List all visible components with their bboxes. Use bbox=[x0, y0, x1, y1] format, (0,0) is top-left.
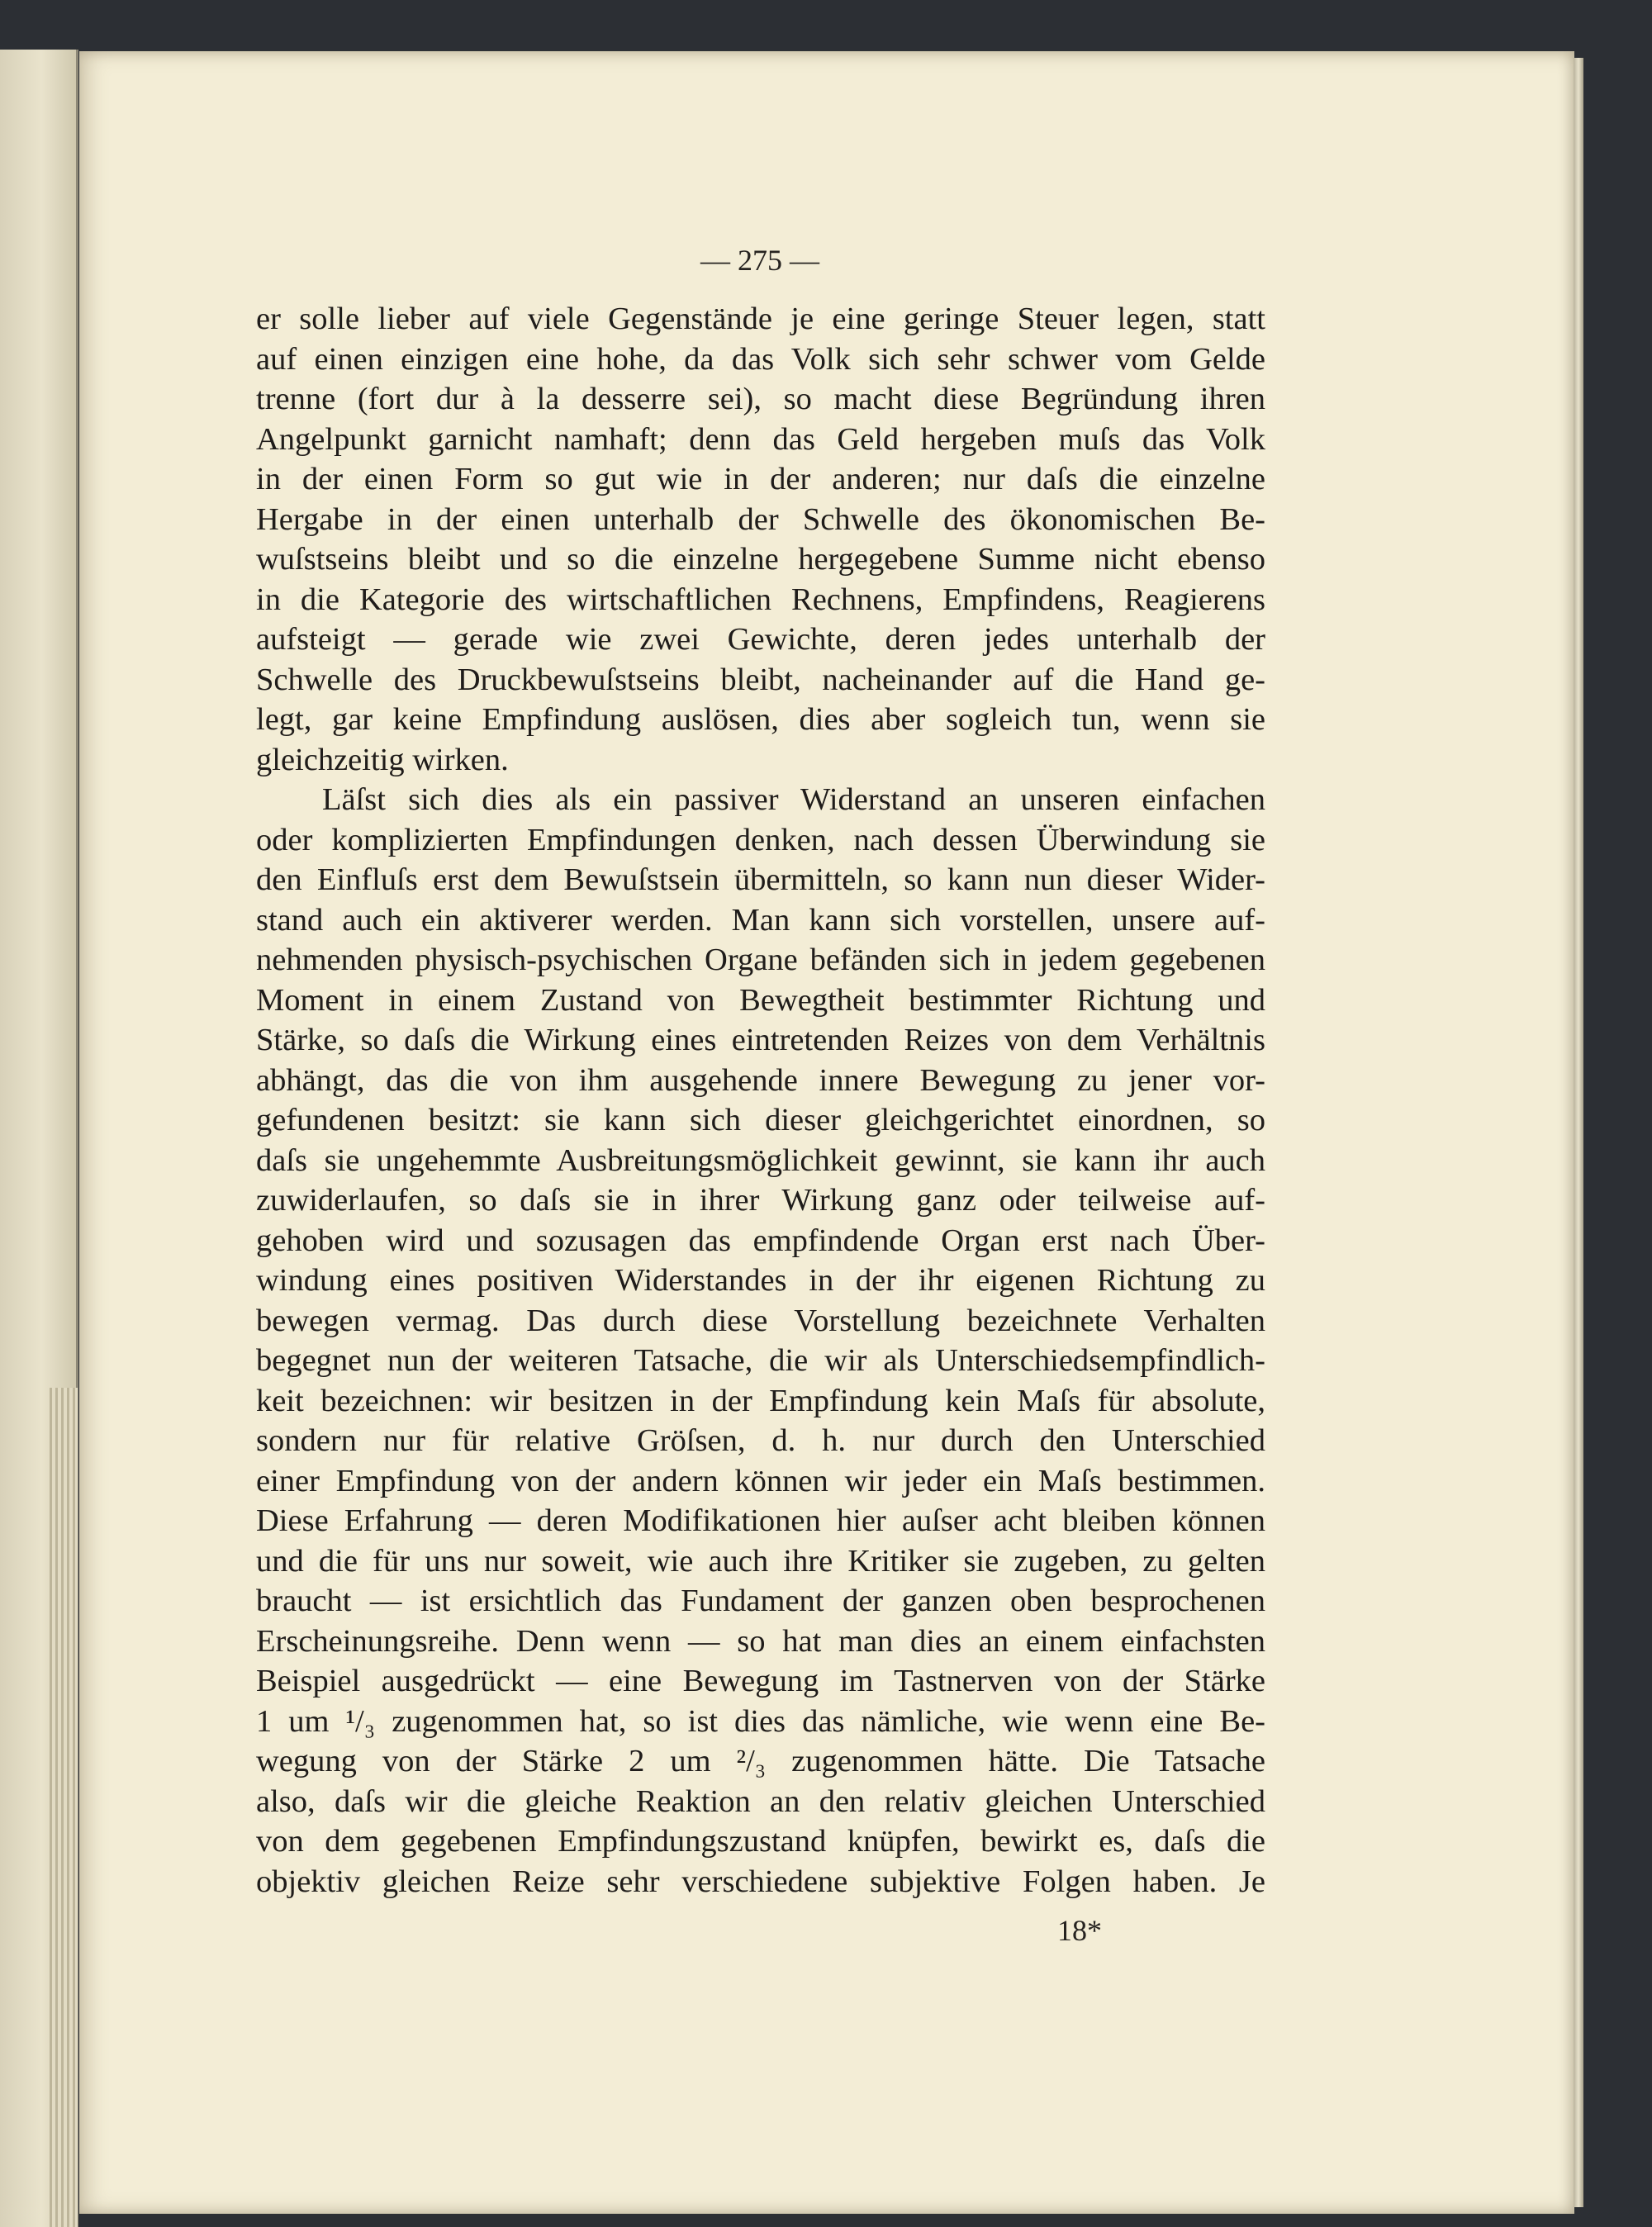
text-line: braucht — ist ersichtlich das Fundament der ganzen oben besprochenen bbox=[256, 1584, 1265, 1618]
text-line: er solle lieber auf viele Gegenstände je eine geringe Steuer legen, statt bbox=[256, 302, 1265, 336]
text-line: wuſstseins bleibt und so die einzelne hergegebene Summe nicht ebenso bbox=[256, 542, 1265, 577]
text-line: nehmenden physisch-psychischen Organe befänden sich in jedem gegebenen bbox=[256, 943, 1265, 977]
text-line: gefundenen besitzt: sie kann sich dieser gleichgerichtet einordnen, so bbox=[256, 1103, 1265, 1137]
text-line: Diese Erfahrung — deren Modifikationen hier auſser acht bleiben können bbox=[256, 1503, 1265, 1538]
text-line: auf einen einzigen eine hohe, da das Volk sich sehr schwer vom Gelde bbox=[256, 341, 1265, 377]
text-line: Stärke, so daſs die Wirkung eines eintretenden Reizes von dem Verhältnis bbox=[256, 1023, 1265, 1057]
text-line: Läſst sich dies als ein passiver Widerstand an unseren einfachen bbox=[322, 782, 1265, 817]
page-number: — 275 — bbox=[700, 244, 819, 277]
text-line: keit bezeichnen: wir besitzen in der Empfindung kein Maſs für absolute, bbox=[256, 1383, 1265, 1418]
text-line: trenne (fort dur à la desserre sei), so macht diese Begründung ihren bbox=[256, 382, 1265, 416]
text-line: legt, gar keine Empfindung auslösen, dies aber sogleich tun, wenn sie bbox=[256, 702, 1265, 737]
text-line: zuwiderlaufen, so daſs sie in ihrer Wirkung ganz oder teilweise auf- bbox=[256, 1183, 1265, 1218]
text-line: oder komplizierten Empfindungen denken, nach dessen Überwindung sie bbox=[256, 822, 1265, 857]
text-line: und die für uns nur soweit, wie auch ihre Kritiker sie zugeben, zu gelten bbox=[256, 1543, 1265, 1579]
text-line: in der einen Form so gut wie in der anderen; nur daſs die einzelne bbox=[256, 462, 1265, 496]
text-line: also, daſs wir die gleiche Reaktion an den relativ gleichen Unterschied bbox=[256, 1783, 1265, 1819]
text-line: daſs sie ungehemmte Ausbreitungsmöglichkeit gewinnt, sie kann ihr auch bbox=[256, 1142, 1265, 1178]
text-line: Erscheinungsreihe. Denn wenn — so hat man dies an einem einfachsten bbox=[256, 1623, 1265, 1659]
text-line: gleichzeitig wirken. bbox=[256, 742, 509, 777]
text-line: von dem gegebenen Empfindungszustand knüpfen, bewirkt es, daſs die bbox=[256, 1824, 1265, 1859]
text-line: Schwelle des Druckbewuſstseins bleibt, nacheinander auf die Hand ge- bbox=[256, 662, 1265, 697]
page-fore-edge bbox=[1574, 58, 1583, 2207]
text-line: bewegen vermag. Das durch diese Vorstellung bezeichnete Verhalten bbox=[256, 1303, 1265, 1338]
text-line: sondern nur für relative Gröſsen, d. h. nur durch den Unterschied bbox=[256, 1423, 1265, 1458]
page-stack-edge bbox=[50, 1388, 78, 2227]
body-text bbox=[256, 299, 1265, 1902]
text-line: 1 um ¹/₃ zugenommen hat, so ist dies das nämliche, wie wenn eine Be- bbox=[256, 1703, 1265, 1739]
text-line: Angelpunkt garnicht namhaft; denn das Geld hergeben muſs das Volk bbox=[256, 421, 1265, 457]
signature-mark: 18* bbox=[1057, 1914, 1102, 1947]
text-line: aufsteigt — gerade wie zwei Gewichte, deren jedes unterhalb der bbox=[256, 622, 1265, 657]
text-line: stand auch ein aktiverer werden. Man kann sich vorstellen, unsere auf- bbox=[256, 902, 1265, 938]
text-line: objektiv gleichen Reize sehr verschiedene subjektive Folgen haben. Je bbox=[256, 1864, 1265, 1899]
text-line: windung eines positiven Widerstandes in der ihr eigenen Richtung zu bbox=[256, 1263, 1265, 1298]
text-line: wegung von der Stärke 2 um ²/₃ zugenommen hätte. Die Tatsache bbox=[256, 1744, 1265, 1778]
text-line: den Einfluſs erst dem Bewuſstsein übermitteln, so kann nun dieser Wider- bbox=[256, 862, 1265, 897]
text-line: einer Empfindung von der andern können wir jeder ein Maſs bestimmen. bbox=[256, 1463, 1265, 1498]
text-line: in die Kategorie des wirtschaftlichen Rechnens, Empfindens, Reagierens bbox=[256, 582, 1265, 617]
text-line: abhängt, das die von ihm ausgehende innere Bewegung zu jener vor- bbox=[256, 1062, 1265, 1098]
text-line: begegnet nun der weiteren Tatsache, die wir als Unterschiedsempfindlich- bbox=[256, 1343, 1265, 1378]
text-line: Moment in einem Zustand von Bewegtheit bestimmter Richtung und bbox=[256, 982, 1265, 1018]
text-line: Hergabe in der einen unterhalb der Schwelle des ökonomischen Be- bbox=[256, 501, 1265, 537]
text-line: Beispiel ausgedrückt — eine Bewegung im Tastnerven von der Stärke bbox=[256, 1664, 1265, 1698]
text-line: gehoben wird und sozusagen das empfindende Organ erst nach Über- bbox=[256, 1223, 1265, 1258]
